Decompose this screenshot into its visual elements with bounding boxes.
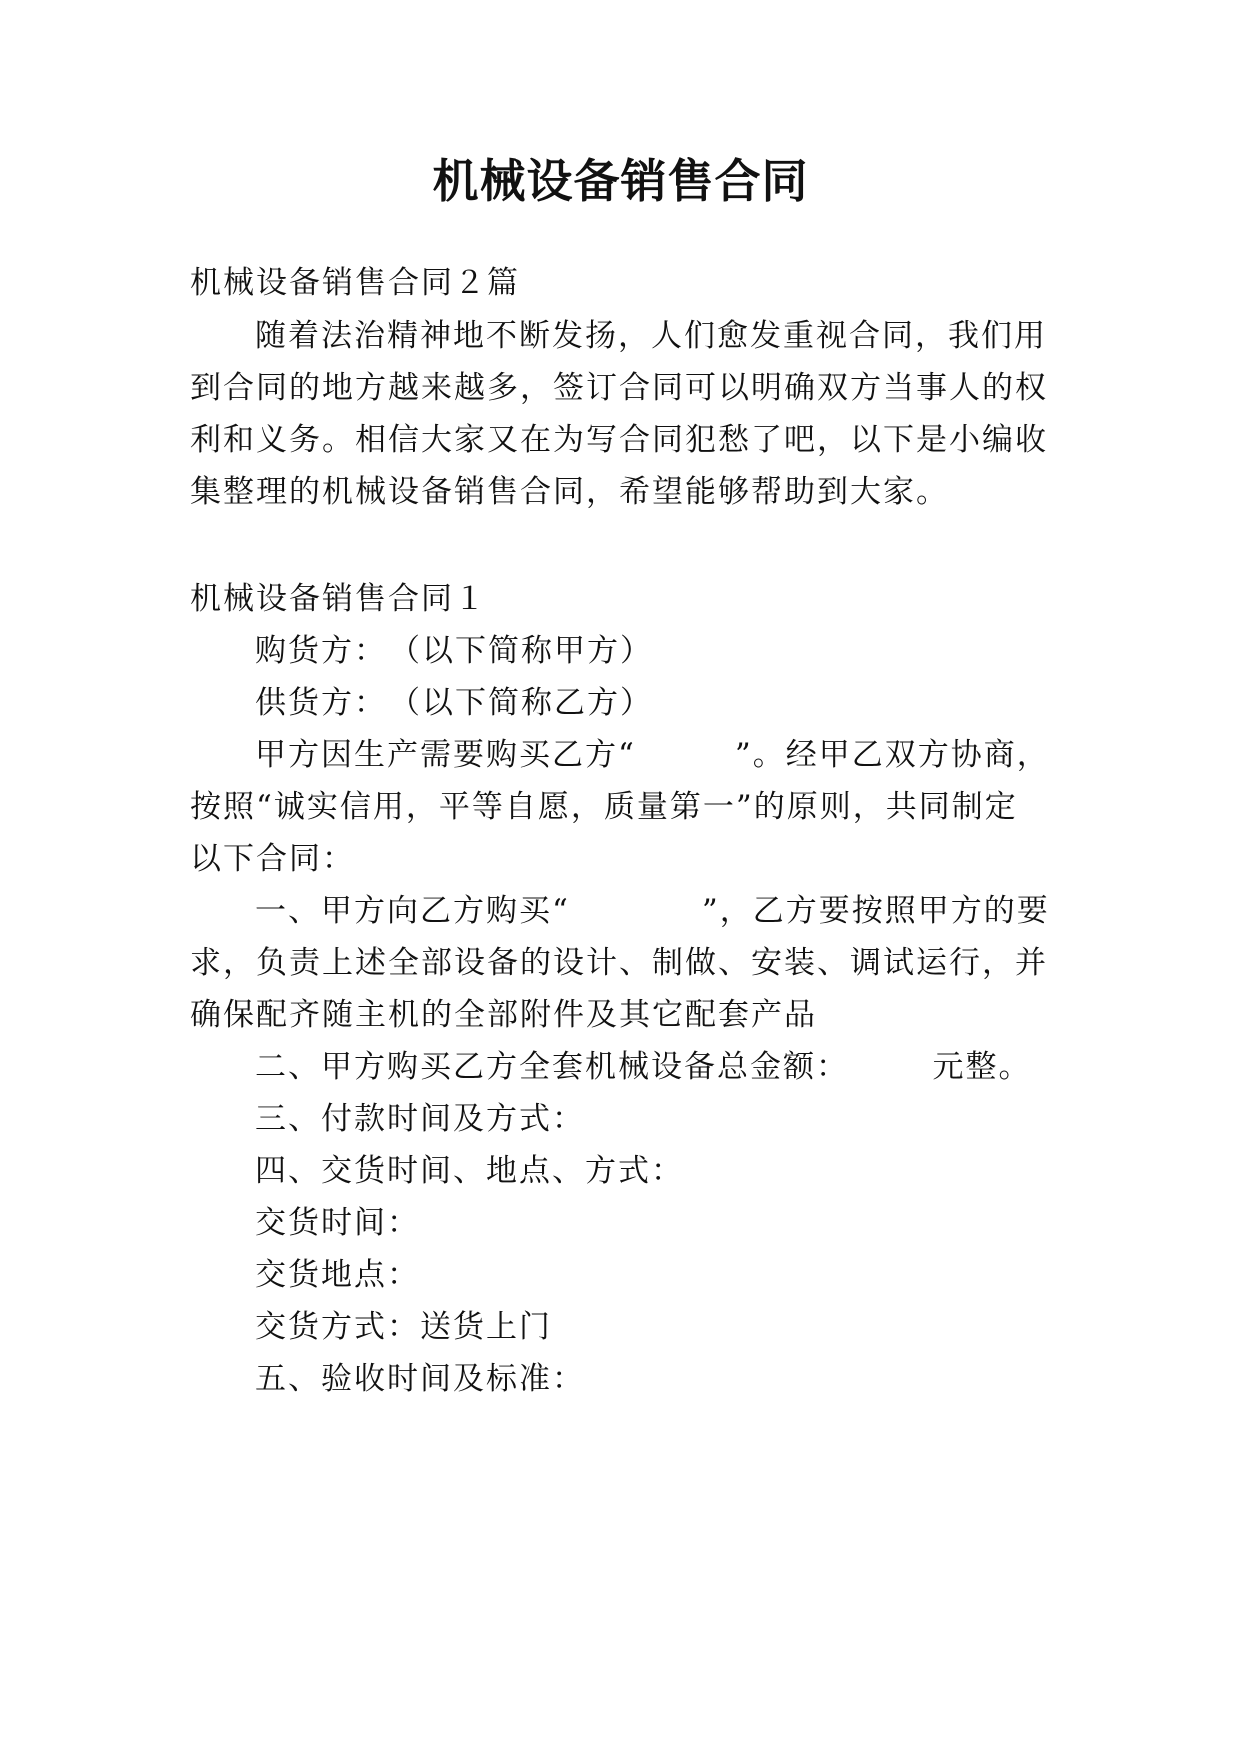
preamble-line-3: 以下合同： <box>190 841 355 877</box>
clause-2: 二、甲方购买乙方全套机械设备总金额： 元整。 <box>255 1049 1032 1085</box>
clause-1-line-3: 确保配齐随主机的全部附件及其它配套产品 <box>190 997 817 1033</box>
clause-4: 四、交货时间、地点、方式： <box>255 1153 684 1189</box>
clause-5: 五、验收时间及标准： <box>255 1361 585 1397</box>
clause-1-line-2: 求，负责上述全部设备的设计、制做、安装、调试运行，并 <box>190 945 1048 981</box>
buyer-line: 购货方： （以下简称甲方） <box>255 633 653 669</box>
delivery-method: 交货方式：送货上门 <box>255 1309 552 1345</box>
delivery-place: 交货地点： <box>255 1257 420 1293</box>
clause-1-line-1: 一、甲方向乙方购买“ ”，乙方要按照甲方的要 <box>255 893 1050 929</box>
document-title: 机械设备销售合同 <box>432 154 809 208</box>
subtitle: 机械设备销售合同２篇 <box>190 265 520 301</box>
intro-line-3: 利和义务。相信大家又在为写合同犯愁了吧，以下是小编收 <box>190 422 1048 458</box>
intro-line-2: 到合同的地方越来越多，签订合同可以明确双方当事人的权 <box>190 370 1048 406</box>
seller-line: 供货方： （以下简称乙方） <box>255 685 653 721</box>
contract-heading: 机械设备销售合同１ <box>190 581 487 617</box>
preamble-line-2: 按照“诚实信用，平等自愿，质量第一”的原则，共同制定 <box>190 789 1018 825</box>
intro-line-1: 随着法治精神地不断发扬，人们愈发重视合同，我们用 <box>255 318 1047 354</box>
delivery-time: 交货时间： <box>255 1205 420 1241</box>
preamble-line-1: 甲方因生产需要购买乙方“ ”。经甲乙双方协商， <box>255 737 1050 773</box>
clause-3: 三、付款时间及方式： <box>255 1101 585 1137</box>
intro-line-4: 集整理的机械设备销售合同，希望能够帮助到大家。 <box>190 474 949 510</box>
